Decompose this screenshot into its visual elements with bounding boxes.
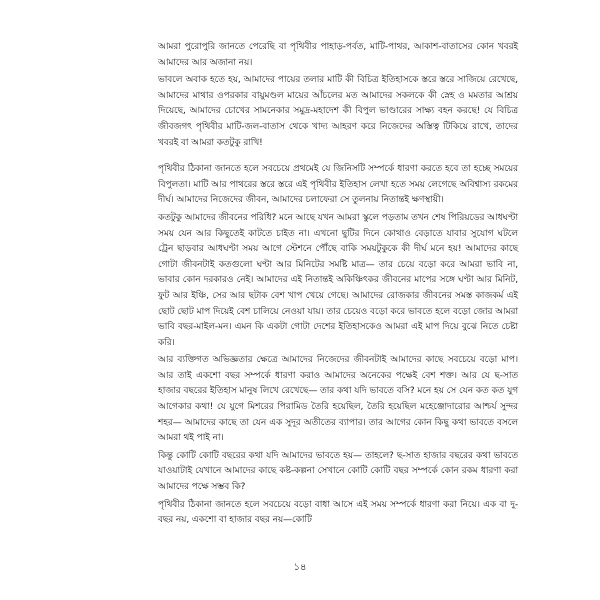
page-body: [158, 40, 518, 529]
paragraph-5: আর ব্যক্তিগত অভিজ্ঞতার ক্ষেত্রে আমাদের নিজেদের জীবনটাই আমাদের কাছে সবচেয়ে বড়ো মাপ। আর তাই একশো বছর সম্পর্কে ধারণা করাও আমাদের অনেকের পক্ষেই বেশ শক্ত। আর যে ছ-সাত হাজার বছরের ইতিহাস মানুষ লিখে রেখেছে— তার কথা যদি ভাবতে বসি? মনে হয় সে যেন কত কত যুগ আগেকার কথা! যে যুগে মিশরের পিরামিড তৈরি হয়েছিল, তৈরি হয়েছিল মহেঞ্জোদারোর আশ্চর্য সুন্দর শহর— আমাদের কাছে তা যেন এক সুদূর অতীতের ব্যাপার। তার আগের কোন কিছু কথা ভাবতে বসলে আমরা থই পাই না।: [158, 355, 518, 444]
paragraph-3: পৃথিবীর ঠিকানা জানতে হলে সবচেয়ে প্রথমেই যে জিনিসটি সম্পর্কে ধারণা করতে হবে তা হচ্ছে সময়ের বিপুলতা। মাটি আর পাথরের স্তরে স্তরে এই পৃথিবীর ইতিহাস লেখা হতে সময় লেগেছে অবিশ্বাস্য রকমের দীর্ঘ। আমাদের নিজেদের জীবন, আমাদের চলাফেরা সে তুলনায় নিতান্তই ক্ষণস্থায়ী।: [158, 164, 518, 206]
paragraph-2: ভাবলে অবাক হতে হয়, আমাদের পায়ের তলার মাটি কী বিচিত্র ইতিহাসকে স্তরে স্তরে সাজিয়ে রেখেছে, আমাদের মাথার ওপরকার বায়ুমণ্ডল মায়ের আঁচলের মত আমাদের সকলকে কী স্নেহ ও মমতার আশ্রয় দিয়েছে, আমাদের চোখের সামনেকার সমুদ্র-মহাদেশ কী বিপুল ভাণ্ডারের সাক্ষ্য বহন করছে! যে বিচিত্র জীবজগৎ পৃথিবীর মাটি-জল-বাতাস থেকে খাদ্য আহরণ করে নিজেদের অস্তিত্ব টিকিয়ে রাখে, তাদের খবরই বা আমরা কতটুকু রাখি!: [158, 75, 518, 148]
paragraph-7: পৃথিবীর ঠিকানা জানতে হলে সবচেয়ে বড়ো বাধা আসে এই সময় সম্পর্কে ধারণা করা নিয়ে। এক বা দু-বছর নয়, একশো বা হাজার বছর নয়—কোটি: [158, 499, 518, 526]
paragraph-6: কিন্তু কোটি কোটি বছরের কথা যদি আমাদের ভাবতে হয়— তাহলে? ছ-সাত হাজার বছরের কথা ভাবতে যাওয়াটাই যেখানে আমাদের কাছে কষ্ট-কল্পনা সেখানে কোটি কোটি বছর সম্পর্কে কোন রকম ধারণা করা আমাদের পক্ষে সম্ভব কি?: [158, 450, 518, 493]
paragraph-4: কতটুকু আমাদের জীবনের পরিধি? মনে আছে যখন আমরা স্কুলে পড়তাম তখন শেষ পিরিয়ডের আধঘণ্টা সময় যেন আর কিছুতেই কাটতে চাইত না। এখনো ছুটির দিনে কোথাও বেড়াতে যাবার সুযোগ ঘটলে ট্রেন ছাড়বার আধঘণ্টা সময় আগে স্টেশনে পৌঁছে বাকি সময়টুকুকে কী দীর্ঘ মনে হয়! আমাদের কাছে গোটা জীবনটাই কতগুলো ঘণ্টা আর মিনিটের সমষ্টি মাত্র— তার চেয়ে বড়ো করে আমরা ভাবি না, ভাবার কোন দরকারও নেই। আমাদের এই নিতান্তই অকিঞ্চিৎকর জীবনের মাপের সঙ্গে ঘণ্টা আর মিনিট, ফুট আর ইঞ্চি, সের আর ছটাক বেশ খাপ খেয়ে গেছে। আমাদের রোজকার জীবনের সমস্ত কাজকর্ম এই ছোট ছোট মাপ দিয়েই বেশ চালিয়ে নেওয়া যায়। তার চেয়েও বড়ো করে ভাবতে হলে বড়ো জোর আমরা ভাবি বছর-মাইল-মন। এমন কি একটা গোটা দেশের ইতিহাসকেও আমরা এই মাপ দিয়ে বুঝে নিতে চেষ্টা করি।: [158, 212, 518, 348]
paragraph-1: আমরা পুরোপুরি জানতে পেরেছি বা পৃথিবীর পাহাড়-পর্বত, মাটি-পাথর, আকাশ-বাতাসের কোন খবরই আমাদের আর অজানা নয়।: [158, 42, 518, 68]
page-number: ১৪: [293, 562, 307, 573]
